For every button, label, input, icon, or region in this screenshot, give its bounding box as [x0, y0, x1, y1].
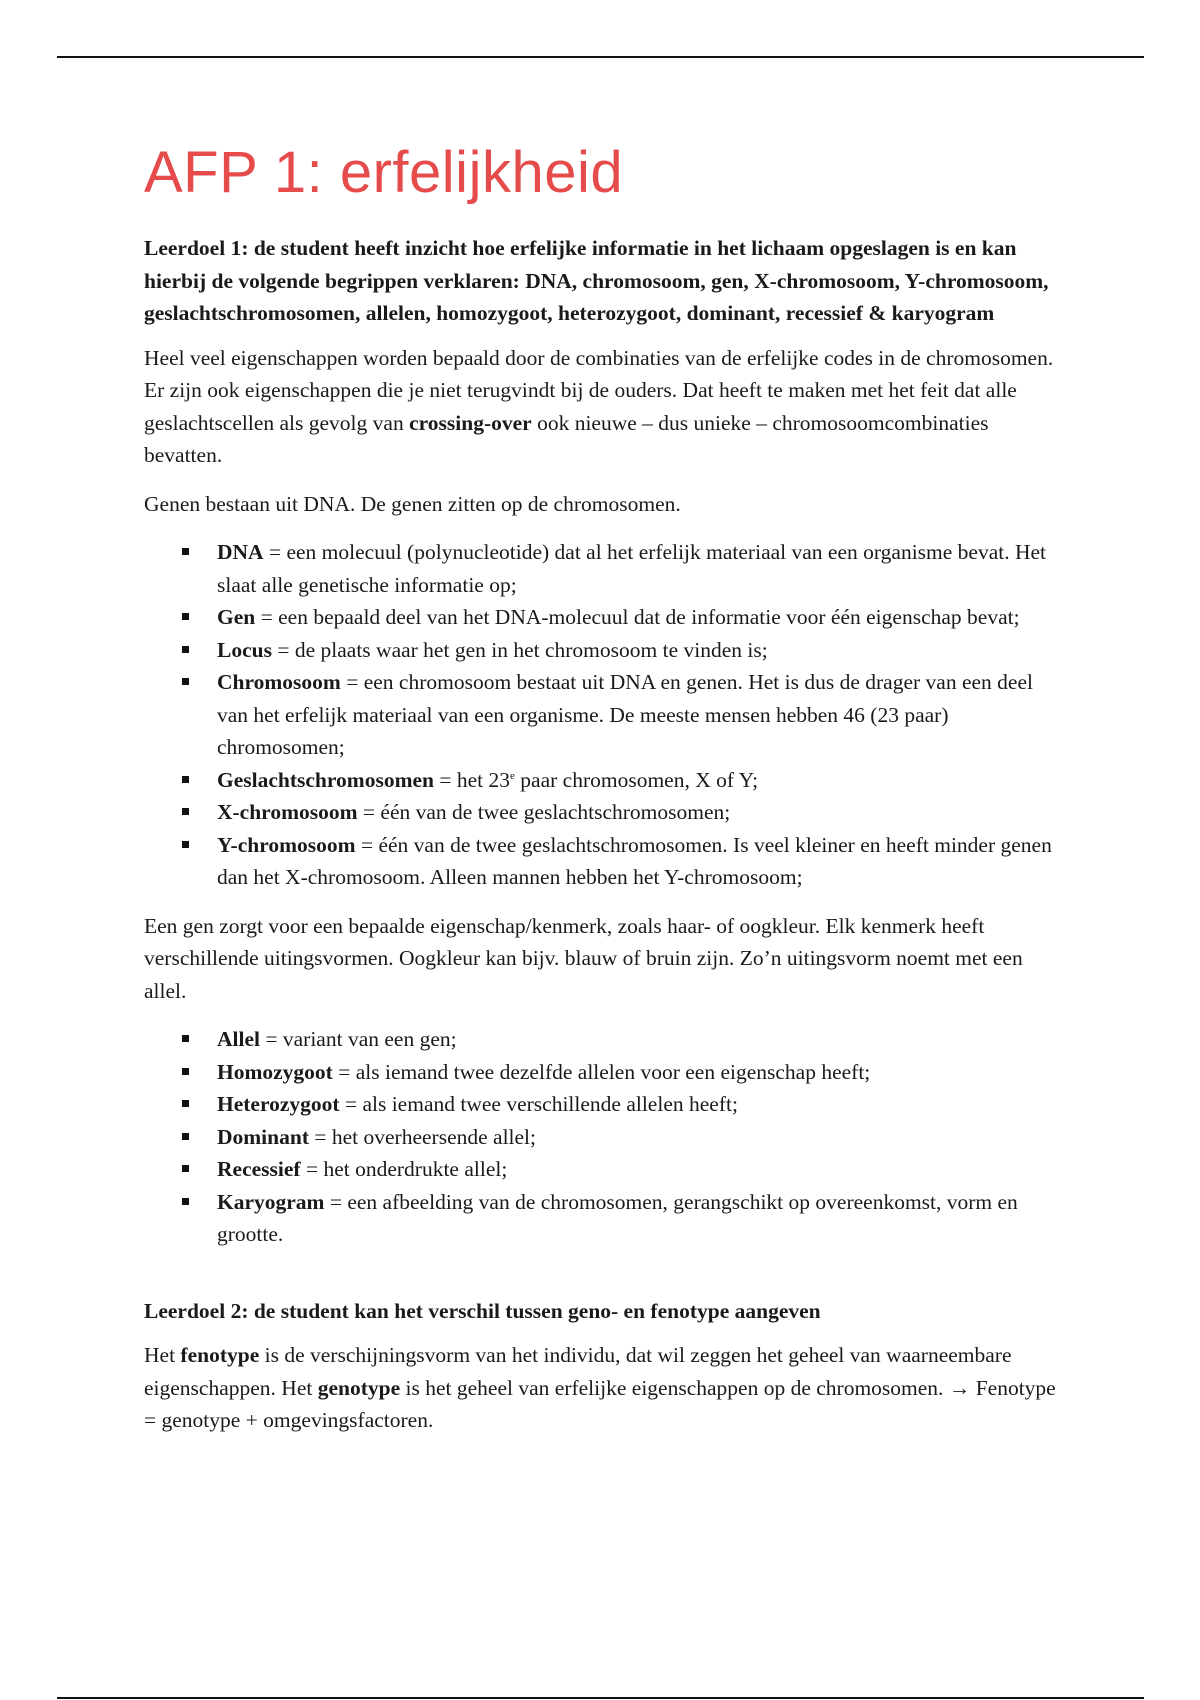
- term: Geslachtschromosomen: [217, 767, 434, 792]
- phenotype-paragraph: [144, 1339, 1064, 1437]
- page-title: AFP 1: erfelijkheid: [144, 140, 624, 205]
- superscript: e: [510, 769, 515, 782]
- term: Dominant: [217, 1124, 309, 1149]
- intro-text-b: ook nieuwe – dus unieke – chromosoomcombinaties bevatten.: [144, 410, 989, 467]
- bullet-icon: [182, 776, 189, 783]
- definition-b: paar chromosomen, X of Y;: [514, 767, 759, 792]
- fenotype-term: fenotype: [180, 1343, 260, 1367]
- intro-text-a: Heel veel eigenschappen worden bepaald door de combinaties van de erfelijke codes in de chromosomen. Er zijn ook eigenschappen die je niet terugvindt bij de ouders. Dat heeft te maken met het feit dat alle geslachtscellen als gevolg van: [144, 345, 1054, 435]
- pheno-text-2: is de verschijningsvorm van het individu, dat wil zeggen het geheel van waarneembare eigenschappen. Het: [144, 1343, 1012, 1400]
- term: DNA: [217, 540, 264, 564]
- bullet-icon: [182, 1068, 189, 1075]
- genotype-term: genotype: [317, 1375, 401, 1400]
- definition: = de plaats waar het gen in het chromosoom te vinden is;: [271, 637, 768, 662]
- definition: = één van de twee geslachtschromosomen. Is veel kleiner en heeft minder genen dan het X-chromosoom. Alleen mannen hebben het Y-chromosoom;: [217, 832, 1052, 889]
- section-spacer: [144, 1267, 1064, 1295]
- list-item: [144, 1023, 1064, 1056]
- list-item: [144, 666, 1064, 764]
- bullet-icon: [182, 1198, 189, 1205]
- learning-goal-2: Leerdoel 2: de student kan het verschil tussen geno- en fenotype aangeven: [144, 1298, 821, 1323]
- bullet-icon: [182, 548, 189, 555]
- list-item: [144, 634, 1064, 667]
- genes-paragraph: Genen bestaan uit DNA. De genen zitten op de chromosomen.: [144, 491, 681, 516]
- pheno-text-4: Fenotype = genotype + omgevingsfactoren.: [144, 1375, 1056, 1432]
- term: Y-chromosoom: [217, 832, 356, 857]
- list-item: [144, 1186, 1064, 1251]
- bullet-icon: [182, 808, 189, 815]
- definition: = een chromosoom bestaat uit DNA en genen. Het is dus de drager van een deel van het erfelijk materiaal van een organisme. De meeste mensen hebben 46 (23 paar) chromosomen;: [217, 670, 1033, 759]
- bottom-rule: [57, 1697, 1144, 1699]
- term: Chromosoom: [217, 670, 341, 694]
- list-item: [144, 1121, 1064, 1154]
- definitions-list-1: [144, 536, 1064, 894]
- list-item: [144, 829, 1064, 894]
- term: Heterozygoot: [217, 1092, 340, 1116]
- list-item: [144, 764, 1064, 797]
- pheno-text-3: is het geheel van erfelijke eigenschappen op de chromosomen.: [400, 1375, 949, 1400]
- list-item: [144, 601, 1064, 634]
- arrow-right-icon: →: [948, 1375, 971, 1400]
- term: Locus: [217, 637, 272, 662]
- intro-paragraph: [144, 342, 1064, 472]
- top-rule: [57, 56, 1144, 58]
- bullet-icon: [182, 613, 189, 620]
- list-item: [144, 796, 1064, 829]
- bullet-icon: [182, 1035, 189, 1042]
- crossing-over-term: crossing-over: [409, 410, 532, 435]
- bullet-icon: [182, 1165, 189, 1172]
- definition: = één van de twee geslachtschromosomen;: [357, 800, 731, 824]
- list-item: [144, 1056, 1064, 1089]
- definition: = variant van een gen;: [260, 1027, 457, 1051]
- bullet-icon: [182, 646, 189, 653]
- definition: = als iemand twee dezelfde allelen voor een eigenschap heeft;: [332, 1059, 871, 1084]
- bullet-icon: [182, 841, 189, 848]
- list-item: [144, 1153, 1064, 1186]
- learning-goal-1: Leerdoel 1: de student heeft inzicht hoe erfelijke informatie in het lichaam opgeslagen is en kan hierbij de volgende begrippen verklaren: DNA, chromosoom, gen, X-chromosoom, Y-chromosoom, geslachtschromosomen, allelen, homozygoot, heterozygoot, dominant, recessief & karyogram: [144, 236, 1049, 325]
- definition-a: = het 23: [433, 767, 511, 792]
- term: Gen: [217, 605, 256, 629]
- term: Karyogram: [217, 1189, 325, 1214]
- pheno-text-1: Het: [144, 1343, 181, 1367]
- definition: = een afbeelding van de chromosomen, gerangschikt op overeenkomst, vorm en grootte.: [217, 1189, 1018, 1246]
- list-item: [144, 1088, 1064, 1121]
- bullet-icon: [182, 1133, 189, 1140]
- definition: = het overheersende allel;: [308, 1124, 537, 1149]
- definition: = een bepaald deel van het DNA-molecuul dat de informatie voor één eigenschap bevat;: [255, 605, 1020, 629]
- bullet-icon: [182, 1100, 189, 1107]
- bullet-icon: [182, 678, 189, 685]
- term: Homozygoot: [217, 1059, 333, 1084]
- definition: = als iemand twee verschillende allelen heeft;: [339, 1092, 738, 1116]
- definitions-list-2: [144, 1023, 1064, 1251]
- term: X-chromosoom: [217, 800, 358, 824]
- document-body: [144, 140, 1064, 1453]
- definition: = het onderdrukte allel;: [300, 1157, 508, 1181]
- term: Allel: [217, 1027, 260, 1051]
- term: Recessief: [217, 1157, 301, 1181]
- definition: = een molecuul (polynucleotide) dat al het erfelijk materiaal van een organisme bevat. Het slaat alle genetische informatie op;: [217, 540, 1047, 597]
- allele-paragraph: Een gen zorgt voor een bepaalde eigenschap/kenmerk, zoals haar- of oogkleur. Elk kenmerk heeft verschillende uitingsvormen. Oogkleur kan bijv. blauw of bruin zijn. Zo’n uitingsvorm noemt met een allel.: [144, 913, 1023, 1003]
- list-item: [144, 536, 1064, 601]
